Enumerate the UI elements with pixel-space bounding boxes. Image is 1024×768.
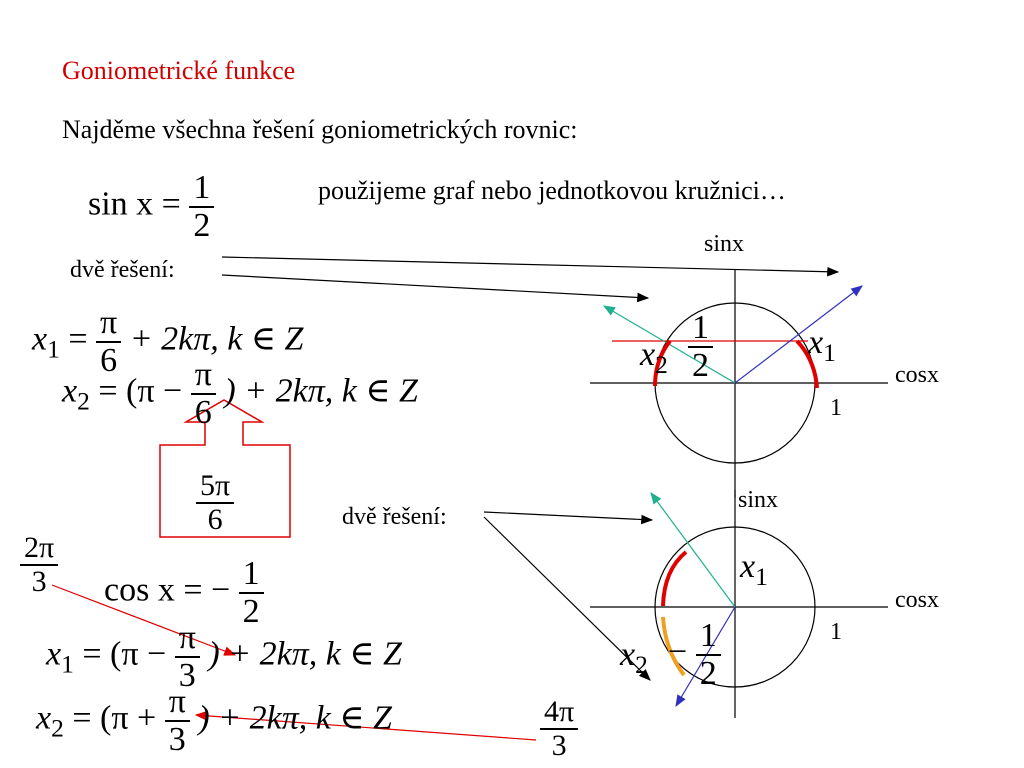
equation1-lhs: sin x = (88, 185, 181, 223)
x2-prefix: = (π − (98, 372, 191, 410)
equation1 (88, 170, 214, 243)
side-fraction-2pi3 (20, 532, 58, 597)
equation2-lhs: cos x = − (104, 571, 231, 609)
x2-index: 2 (77, 386, 90, 416)
side2-num: 4π (544, 695, 575, 728)
e2x1-prefix: = (π − (82, 635, 175, 673)
solutions2-arrow-top (484, 512, 652, 520)
side-den: 3 (31, 564, 47, 598)
e2x1-var: x (46, 635, 62, 673)
circle1-x2-label: $x_2$ (640, 336, 668, 379)
x1-index: 1 (47, 334, 60, 364)
box-den: 6 (207, 502, 223, 536)
equation2-solution-x2 (36, 684, 392, 757)
box-num: 5π (200, 469, 231, 502)
circle2-sinx-label: sinx (738, 487, 779, 513)
e2x1-frac-num: π (178, 619, 196, 656)
circle2-x2-label: $x_2$ (620, 636, 648, 679)
e2x1-suffix: ) + 2kπ, k ∈ Z (208, 635, 402, 673)
e2x2-var: x (36, 699, 52, 737)
x2-fraction (191, 357, 216, 430)
e2x2-suffix: ) + 2kπ, k ∈ Z (198, 699, 392, 737)
circle1-unit-label: 1 (830, 395, 842, 421)
slide-subtitle: Najděme všechna řešení goniometrických rovnic: (62, 115, 578, 144)
solutions1-label: dvě řešení: (70, 257, 175, 283)
c1-level-num: 1 (692, 309, 709, 346)
circle1-blue-ray (735, 286, 862, 383)
x1-prefix: = (68, 320, 97, 358)
equation1-num: 1 (193, 169, 211, 206)
circle-1 (590, 270, 888, 498)
x2-frac-num: π (194, 356, 212, 393)
circle2-cosx-label: cosx (895, 587, 939, 613)
e2x2-index: 2 (51, 713, 64, 743)
e2x2-frac-num: π (168, 683, 186, 720)
x1-frac-num: π (100, 304, 118, 341)
slide-title: Goniometrické funkce (62, 56, 296, 85)
e2x2-frac-den: 3 (168, 720, 186, 758)
equation1-den: 2 (193, 206, 211, 244)
e2x2-prefix: = (π + (72, 699, 165, 737)
circle2-arc-upper (663, 552, 686, 606)
side-num: 2π (24, 531, 55, 564)
circle1-cosx-label: cosx (895, 362, 939, 388)
circle2-unit-label: 1 (830, 619, 842, 645)
hint-text: použijeme graf nebo jednotkovou kružnici… (318, 176, 786, 205)
circle1-sinx-label: sinx (704, 231, 745, 257)
x2-suffix: ) + 2kπ, k ∈ Z (224, 372, 418, 410)
circle1-x1-label: $x_1$ (808, 324, 836, 367)
side2-den: 3 (551, 728, 567, 762)
side-fraction-4pi3 (540, 696, 578, 761)
circle1-level-fraction (688, 310, 713, 383)
equation2-solution-x1 (46, 620, 402, 693)
x2-var: x (62, 372, 78, 410)
solutions1-arrow-top (222, 257, 838, 272)
c1-level-den: 2 (692, 346, 709, 384)
e2x1-frac-den: 3 (178, 656, 196, 694)
circle-2 (590, 487, 888, 718)
equation1-solution-x2 (62, 357, 418, 430)
x1-var: x (32, 320, 48, 358)
equation2-den: 2 (242, 592, 260, 630)
equation1-fraction (189, 170, 214, 243)
x1-frac-den: 6 (100, 341, 118, 379)
e2x2-fraction (165, 684, 190, 757)
x1-suffix: + 2kπ, k ∈ Z (129, 320, 304, 358)
circle2-x1-label: $x_1$ (740, 548, 768, 591)
equation2-num: 1 (242, 555, 260, 592)
e2x1-index: 1 (61, 649, 74, 679)
solutions1-arrow-bottom (222, 275, 648, 298)
box-fraction (196, 470, 234, 535)
c2-level-den: 2 (699, 654, 717, 692)
circle2-level-fraction: − $\frac{1}{2}$ (668, 618, 721, 691)
solutions2-label: dvě řešení: (342, 504, 447, 530)
equation2-fraction (239, 556, 264, 629)
c2-level-num: 1 (699, 617, 717, 654)
x2-frac-den: 6 (194, 393, 212, 431)
